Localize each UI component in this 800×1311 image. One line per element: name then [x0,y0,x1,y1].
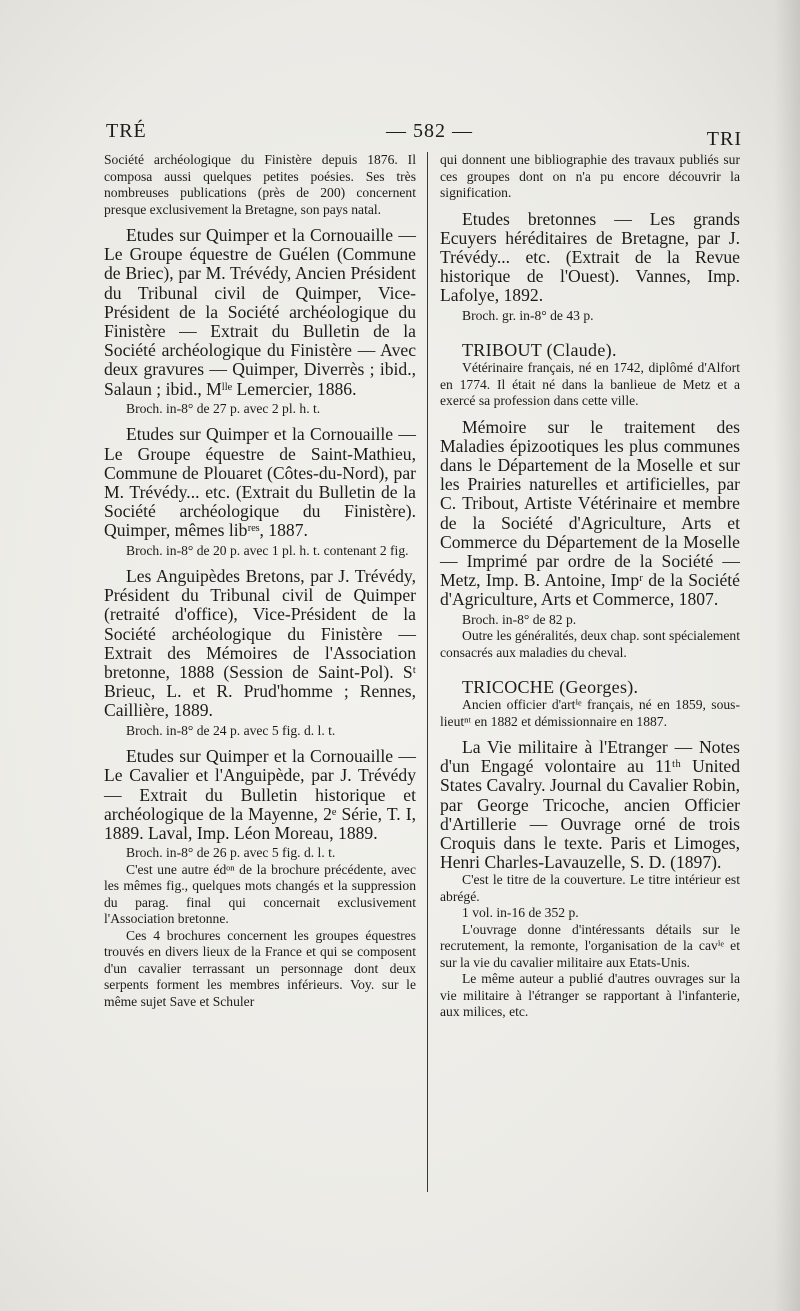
author-name-tribout: TRIBOUT (Claude). [462,340,617,361]
continued-text: qui donnent une bibliographie des travaux publiés sur ces groupes dont on n'a pu encore découvrir la signification. [440,152,740,200]
entry-anguipedes: Les Anguipèdes Bretons, par J. Trévédy, Président du Tribunal civil de Quimper (retraité d'office), Vice-Président de la Société archéologique du Finistère — Extrait des Mémoires de l'Association bretonne, 1888 (Session de Saint-Pol). Sᵗ Brieuc, L. et R. Prud'homme ; Rennes, Caillière, 1889. [104,566,416,721]
page-edge-shadow [774,0,800,1311]
running-header [96,118,742,148]
entry-cavalier-broch: Broch. in-8° de 26 p. avec 5 fig. d. l. t. [126,845,336,861]
author-heading-tribout [440,340,740,360]
intro-text: Société archéologique du Finistère depuis 1876. Il composa aussi quelques petites poésies. Ses très nombreuses publications (près de 200) concernent presque exclusivement la Bretagne, son pays natal. [104,152,416,217]
note-autre-edition: C'est une autre édᵒⁿ de la brochure précédente, avec les mêmes fig., quelques mots changés et la suppression du parag. final qui concernait exclusivement l'Association bretonne. [104,861,416,927]
note-groupes-equestres: Ces 4 brochures concernent les groupes équestres trouvés en divers lieux de la France et qui se composent d'un cavalier terrassant un personnage dont deux serpents forment les membres inférieurs. Voy. sur le même sujet Save et Schuler [104,927,416,1009]
entry-grands-ecuyers-broch: Broch. gr. in-8° de 43 p. [462,307,594,323]
header-left: TRÉ [106,120,147,142]
entry-memoire-broch: Broch. in-8° de 82 p. [462,611,577,627]
author-bio-tribout: Vétérinaire français, né en 1742, diplômé d'Alfort en 1774. Il était né dans la banlieue de Metz et a exercé sa profession dans cette ville. [440,360,740,409]
entry-memoire-note: Outre les généralités, deux chap. sont spécialement consacrés aux maladies du cheval. [440,628,740,660]
entry-vie-militaire: La Vie militaire à l'Etranger — Notes d'un Engagé volontaire au 11ᵗʰ United States Cavalry. Journal du Cavalier Robin, par George Tricoche, ancien Officier d'Artillerie — Ouvrage orné de trois Croquis dans le texte. Paris et Limoges, Henri Charles-Lavauzelle, S. D. (1897). [440,737,740,873]
entry-grands-ecuyers: Etudes bretonnes — Les grands Ecuyers héréditaires de Bretagne, par J. Trévédy... etc. (Extrait de la Revue historique de l'Ouest). Vannes, Imp. Lafolye, 1892. [440,208,740,306]
entry-guelen-broch: Broch. in-8° de 27 p. avec 2 pl. h. t. [126,400,321,416]
entry-vie-militaire-note-autres: Le même auteur a publié d'autres ouvrages sur la vie militaire à l'étranger se rapportant à l'infanterie, aux milices, etc. [440,971,740,1020]
right-column [440,152,740,1021]
entry-vie-militaire-note-vol: 1 vol. in-16 de 352 p. [462,905,579,921]
entry-vie-militaire-note-titre: C'est le titre de la couverture. Le titre intérieur est abrégé. [440,872,740,904]
entry-guelen: Etudes sur Quimper et la Cornouaille — Le Groupe équestre de Guélen (Commune de Briec), par M. Trévédy, Ancien Président du Tribunal civil de Quimper, Vice-Président de la Société archéologique du Finistère — Extrait du Bulletin de la Société archéologique du Finistère — Avec deux gravures — Quimper, Diverrès ; ibid., Salaun ; ibid., Mˡˡᵉ Lemercier, 1886. [104,225,416,399]
author-heading-tricoche [440,677,740,697]
entry-saint-mathieu: Etudes sur Quimper et la Cornouaille — Le Groupe équestre de Saint-Mathieu, Commune de Plouaret (Côtes-du-Nord), par M. Trévédy... etc. (Extrait du Bulletin de la Société archéologique du Finistère). Quimper, mêmes libʳᵉˢ, 1887. [104,424,416,541]
entry-anguipedes-broch: Broch. in-8° de 24 p. avec 5 fig. d. l. t. [126,722,336,738]
left-column [104,152,416,1010]
entry-vie-militaire-note-details: L'ouvrage donne d'intéressants détails sur le recrutement, la remonte, l'organisation de la cavⁱᵉ et sur la vie du cavalier militaire aux Etats-Unis. [440,921,740,970]
column-divider [427,152,428,1192]
header-right: TRI [706,128,742,150]
author-bio-tricoche: Ancien officier d'artⁱᵉ français, né en 1859, sous-lieutⁿᵗ en 1882 et démissionnaire en 1887. [440,697,740,729]
author-name-tricoche: TRICOCHE (Georges). [462,677,639,698]
page-number: — 582 — [386,120,473,142]
entry-memoire-maladies: Mémoire sur le traitement des Maladies épizootiques les plus communes dans le Département de la Moselle et sur les Prairies naturelles et artificielles, par C. Tribout, Artiste Vétérinaire et membre de la Société d'Agriculture, Arts et Commerce du Département de la Moselle — Imprimé par ordre de la Société — Metz, Imp. B. Antoine, Impʳ de la Société d'Agriculture, Arts et Commerce, 1807. [440,416,740,610]
entry-saint-mathieu-broch: Broch. in-8° de 20 p. avec 1 pl. h. t. contenant 2 fig. [126,542,409,558]
entry-cavalier: Etudes sur Quimper et la Cornouaille — Le Cavalier et l'Anguipède, par J. Trévédy — Extrait du Bulletin historique et archéologique de la Mayenne, 2ᵉ Série, T. I, 1889. Laval, Imp. Léon Moreau, 1889. [104,746,416,843]
